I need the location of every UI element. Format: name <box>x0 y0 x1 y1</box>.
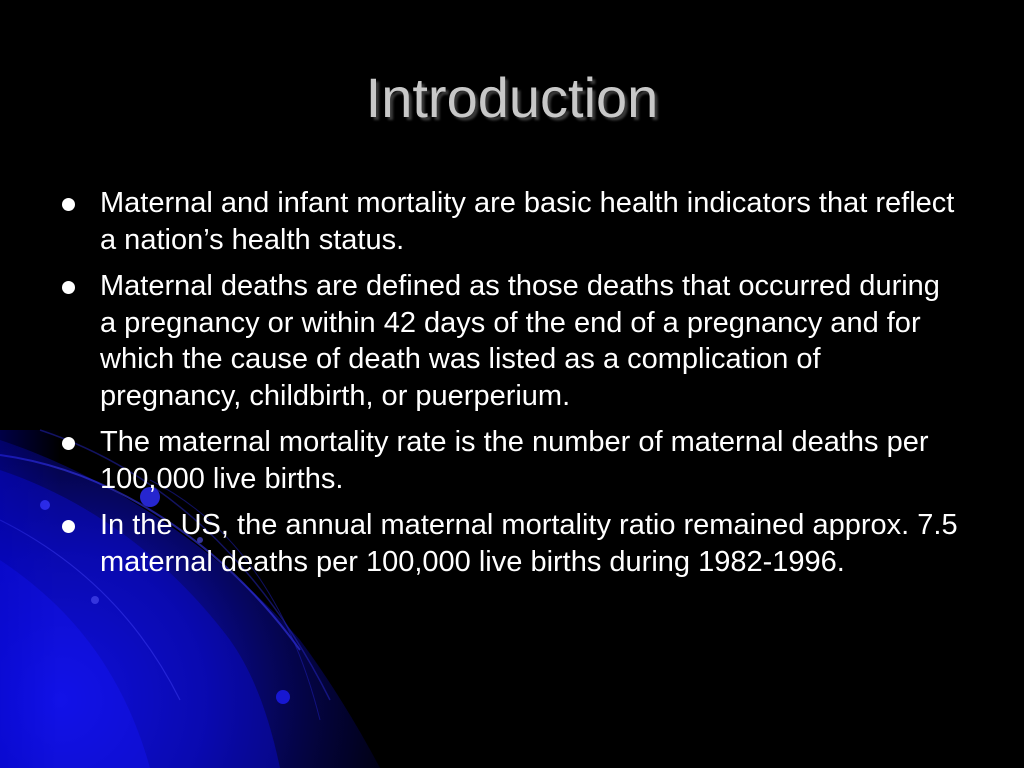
bullet-text: In the US, the annual maternal mortality ratio remained approx. 7.5 maternal deaths per 100,000 live births during 1982-1996. <box>100 509 958 578</box>
slide-title: Introduction <box>365 66 659 129</box>
bullet-dot-icon <box>62 198 75 211</box>
bullet-dot-icon <box>62 437 75 450</box>
bullet-list <box>62 185 962 590</box>
bullet-item <box>62 185 962 258</box>
bullet-item <box>62 424 962 497</box>
bullet-dot-icon <box>62 520 75 533</box>
bullet-text: Maternal and infant mortality are basic health indicators that reflect a nation’s health status. <box>100 187 955 256</box>
bullet-text: Maternal deaths are defined as those deaths that occurred during a pregnancy or within 42 days of the end of a pregnancy and for which the cause of death was listed as a complication of pregnancy, childbirth, or puerperium. <box>100 270 940 412</box>
bullet-item <box>62 507 962 580</box>
bullet-dot-icon <box>62 281 75 294</box>
bullet-item <box>62 268 962 414</box>
bullet-text: The maternal mortality rate is the number of maternal deaths per 100,000 live births. <box>100 426 929 495</box>
